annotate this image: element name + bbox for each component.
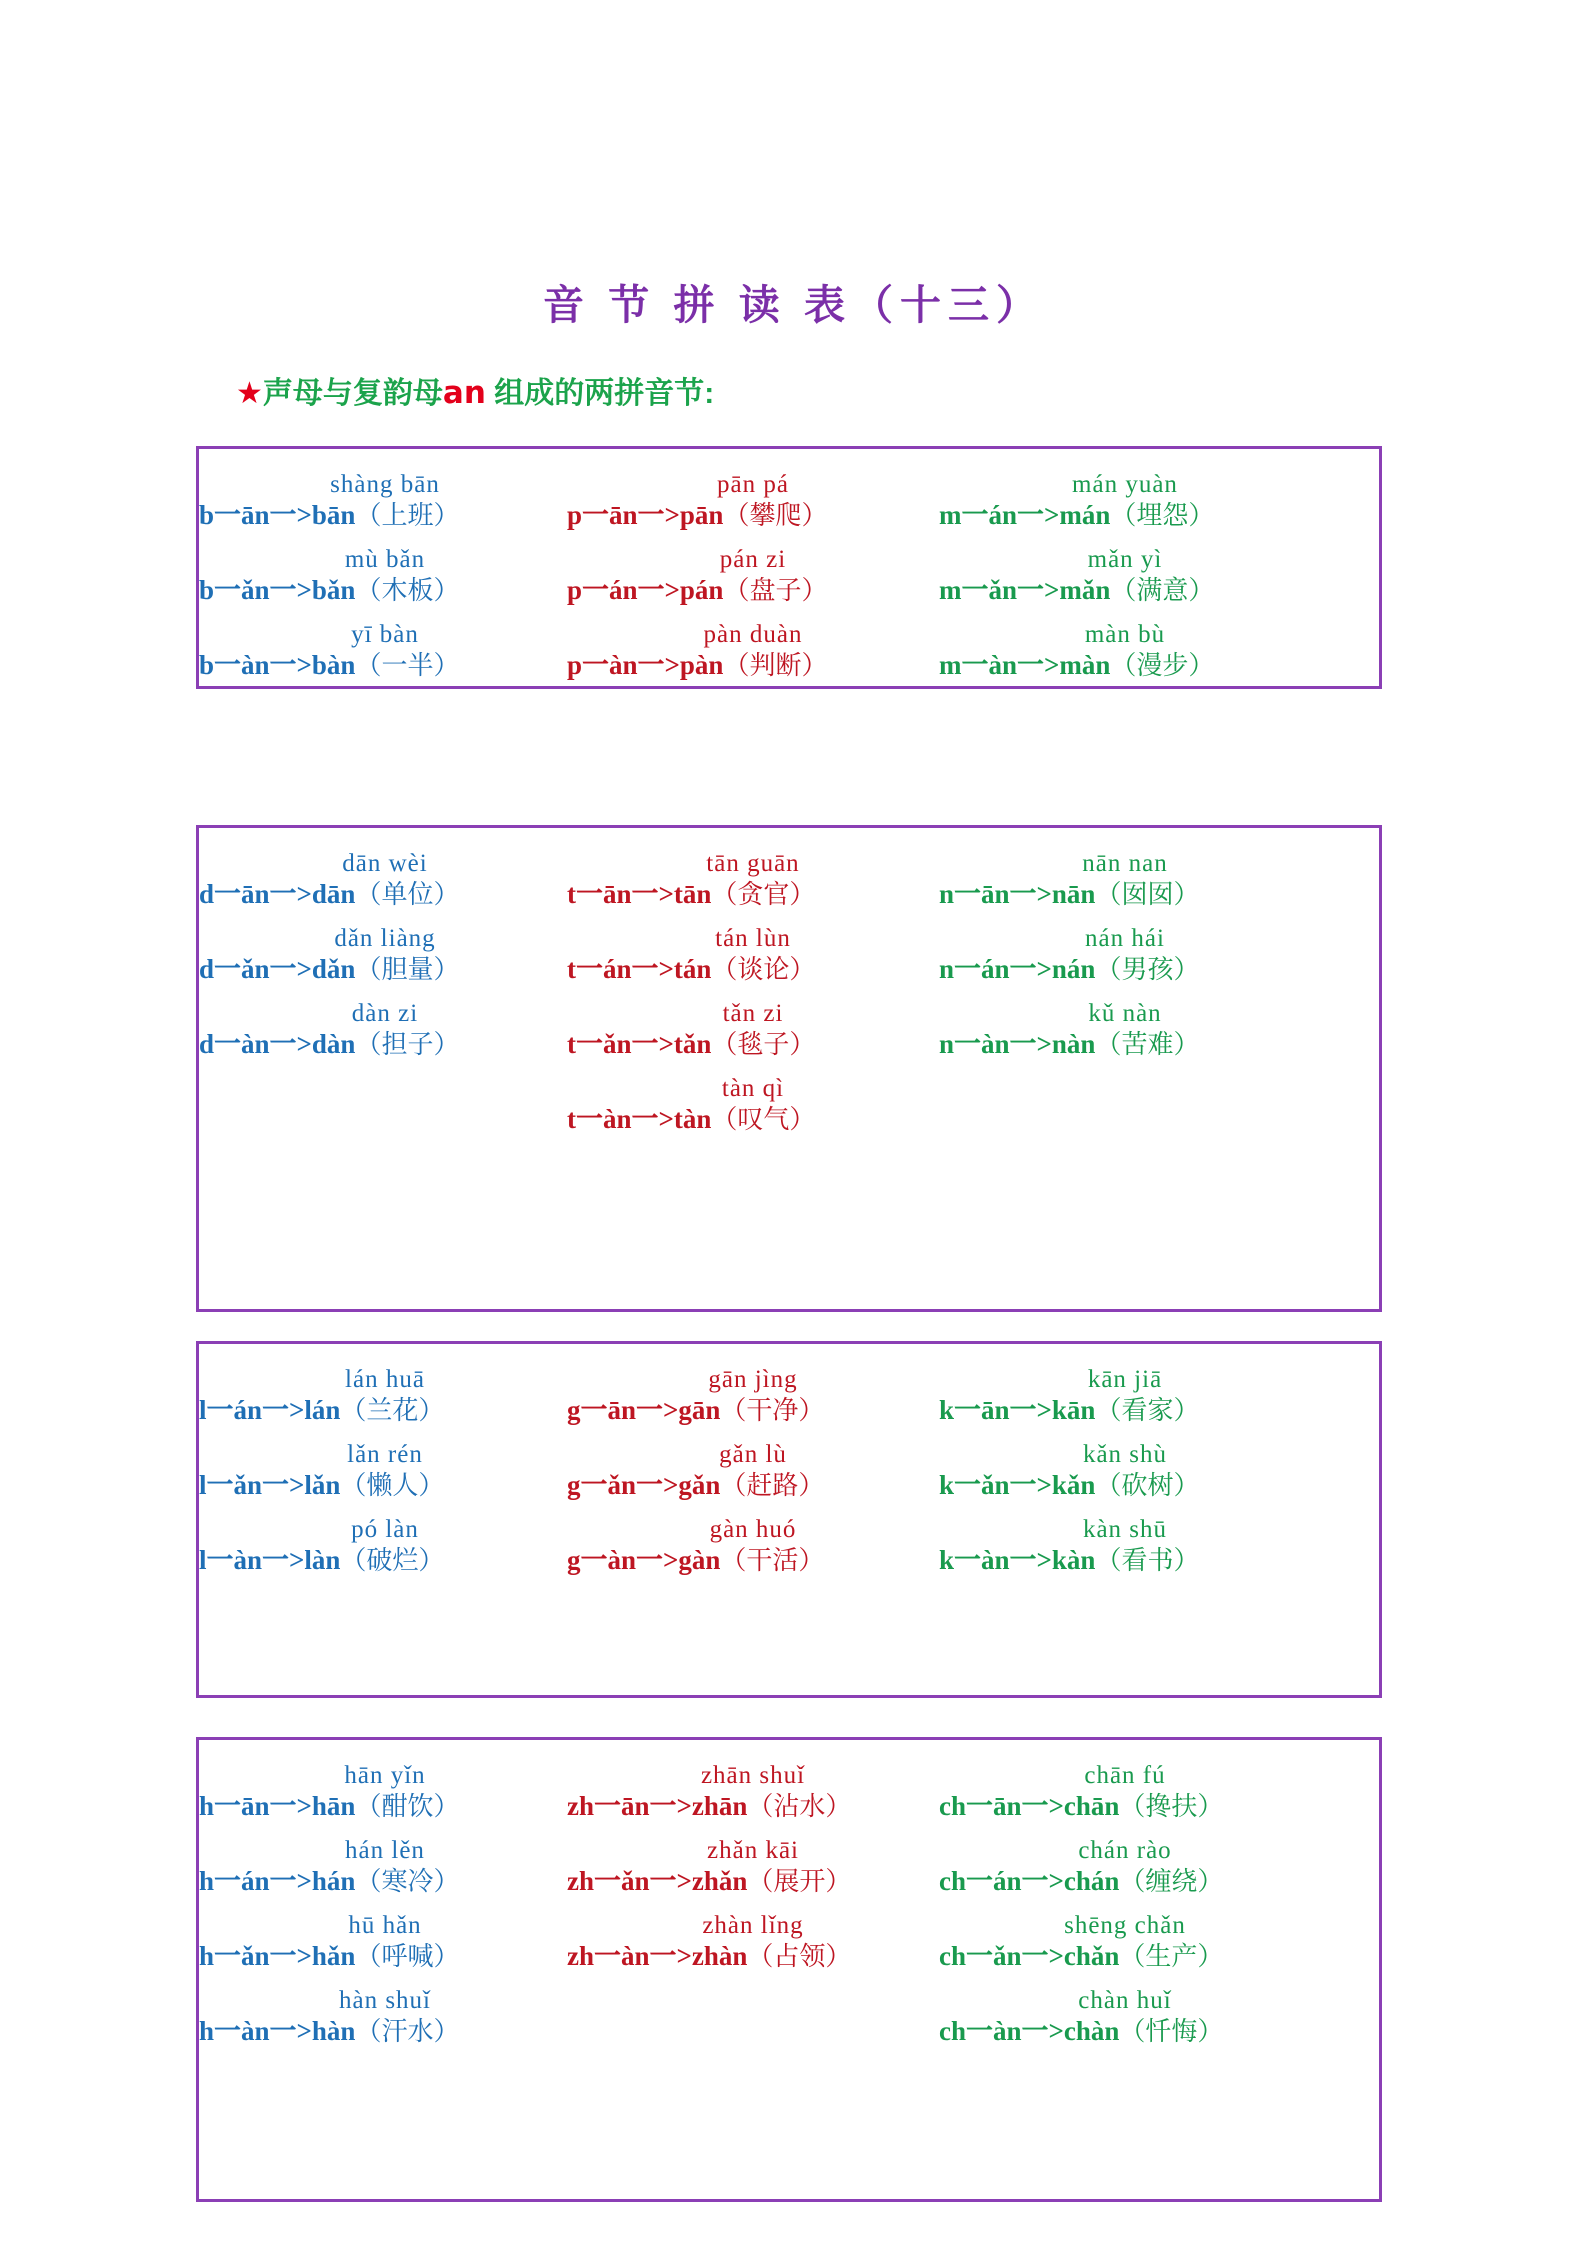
spelling-formula <box>939 1469 1339 1502</box>
spelling-formula <box>939 1865 1339 1898</box>
spelling-formula <box>567 1469 967 1502</box>
formula-text: l一àn一>làn <box>199 1545 341 1575</box>
star-icon: ★ <box>236 377 263 410</box>
syllable-entry <box>199 1441 599 1502</box>
formula-gloss: （木板） <box>355 576 460 605</box>
formula-gloss: （担子） <box>355 1030 460 1059</box>
pinyin-word: lán huā <box>345 1366 425 1393</box>
pinyin-word: kǔ nàn <box>1088 1000 1162 1027</box>
formula-text: g一ān一>gān <box>567 1395 721 1425</box>
syllable-entry <box>567 850 967 911</box>
spelling-formula <box>567 953 967 986</box>
formula-gloss: （叹气） <box>711 1105 816 1134</box>
spelling-formula <box>567 574 967 607</box>
syllable-entry <box>567 1837 967 1898</box>
pinyin-word: lǎn rén <box>347 1441 423 1468</box>
formula-text: zh一àn一>zhàn <box>567 1941 748 1971</box>
syllable-entry <box>199 1366 599 1427</box>
formula-text: ch一àn一>chàn <box>939 2016 1120 2046</box>
spelling-formula <box>567 1103 967 1136</box>
syllable-column <box>939 1740 1339 2199</box>
pinyin-word: tǎn zi <box>722 1000 784 1027</box>
spelling-formula <box>939 499 1339 532</box>
block-columns <box>199 1344 1379 1695</box>
formula-text: p一àn一>pàn <box>567 650 724 680</box>
formula-gloss: （囡囡） <box>1095 880 1200 909</box>
formula-gloss: （破烂） <box>340 1546 445 1575</box>
block-columns <box>199 828 1379 1309</box>
pinyin-word: chān fú <box>1084 1762 1166 1789</box>
formula-text: l一án一>lán <box>199 1395 341 1425</box>
formula-text: ch一án一>chán <box>939 1866 1120 1896</box>
formula-gloss: （满意） <box>1110 576 1215 605</box>
pinyin-word: gān jìng <box>708 1366 798 1393</box>
subtitle-highlight-an: an <box>442 375 486 411</box>
formula-text: ch一ǎn一>chǎn <box>939 1941 1120 1971</box>
syllable-entry <box>567 1000 967 1061</box>
pinyin-word: kān jiā <box>1087 1366 1163 1393</box>
formula-text: d一àn一>dàn <box>199 1029 356 1059</box>
pinyin-word: shàng bān <box>330 471 440 498</box>
spelling-formula <box>199 1865 599 1898</box>
syllable-entry <box>939 850 1339 911</box>
pinyin-word: dǎn liàng <box>334 925 436 952</box>
spelling-formula <box>567 1865 967 1898</box>
pinyin-word: gǎn lù <box>719 1441 787 1468</box>
spelling-formula <box>939 574 1339 607</box>
syllable-entry <box>567 546 967 607</box>
spelling-formula <box>199 1790 599 1823</box>
pinyin-word: shēng chǎn <box>1064 1912 1186 1939</box>
pinyin-word: chàn huǐ <box>1078 1987 1172 2014</box>
section-subtitle <box>236 368 714 412</box>
spelling-formula <box>199 1394 599 1427</box>
formula-gloss: （生产） <box>1119 1942 1224 1971</box>
formula-gloss: （沾水） <box>747 1792 852 1821</box>
formula-text: t一ǎn一>tǎn <box>567 1029 712 1059</box>
formula-gloss: （盘子） <box>723 576 828 605</box>
pinyin-word: yī bàn <box>351 621 419 648</box>
syllable-entry <box>199 850 599 911</box>
syllable-entry <box>939 1762 1339 1823</box>
formula-gloss: （干活） <box>720 1546 825 1575</box>
spelling-formula <box>199 878 599 911</box>
formula-text: d一ān一>dān <box>199 879 356 909</box>
syllable-entry <box>939 925 1339 986</box>
formula-gloss: （兰花） <box>340 1396 445 1425</box>
pinyin-word: màn bù <box>1084 621 1166 648</box>
formula-text: b一ān一>bān <box>199 500 356 530</box>
spelling-formula <box>199 2015 599 2048</box>
pinyin-word: dàn zi <box>351 1000 419 1027</box>
formula-text: k一ǎn一>kǎn <box>939 1470 1096 1500</box>
spelling-formula <box>199 1940 599 1973</box>
formula-gloss: （懒人） <box>340 1471 445 1500</box>
syllable-column <box>939 449 1339 686</box>
spelling-formula <box>939 1544 1339 1577</box>
syllable-entry <box>567 1912 967 1973</box>
formula-text: g一ǎn一>gǎn <box>567 1470 721 1500</box>
formula-gloss: （苦难） <box>1095 1030 1200 1059</box>
syllable-column <box>567 449 967 686</box>
formula-text: n一ān一>nān <box>939 879 1096 909</box>
syllable-entry <box>939 1912 1339 1973</box>
formula-gloss: （一半） <box>355 651 460 680</box>
syllable-column <box>939 828 1339 1309</box>
pinyin-word: pàn duàn <box>703 621 803 648</box>
syllable-entry <box>567 471 967 532</box>
pinyin-word: hàn shuǐ <box>338 1987 432 2014</box>
spelling-formula <box>939 1940 1339 1973</box>
spelling-formula <box>199 1469 599 1502</box>
formula-text: zh一ǎn一>zhǎn <box>567 1866 748 1896</box>
syllable-column <box>939 1344 1339 1695</box>
spelling-formula <box>199 1028 599 1061</box>
formula-gloss: （搀扶） <box>1119 1792 1224 1821</box>
pinyin-word: nán hái <box>1085 925 1165 952</box>
spelling-formula <box>567 1028 967 1061</box>
formula-gloss: （展开） <box>747 1867 852 1896</box>
spelling-formula <box>939 953 1339 986</box>
formula-text: p一án一>pán <box>567 575 724 605</box>
syllable-column <box>567 1344 967 1695</box>
syllable-entry <box>567 1075 967 1136</box>
spelling-formula <box>199 649 599 682</box>
spelling-formula <box>199 1544 599 1577</box>
formula-text: ch一ān一>chān <box>939 1791 1120 1821</box>
syllable-entry <box>199 925 599 986</box>
formula-gloss: （胆量） <box>355 955 460 984</box>
pinyin-word: mán yuàn <box>1072 471 1178 498</box>
syllable-entry <box>199 1762 599 1823</box>
page-title: 音 节 拼 读 表（十三） <box>543 282 1044 328</box>
formula-text: t一ān一>tān <box>567 879 712 909</box>
formula-gloss: （埋怨） <box>1110 501 1215 530</box>
formula-gloss: （男孩） <box>1095 955 1200 984</box>
syllable-entry <box>567 1366 967 1427</box>
formula-gloss: （干净） <box>720 1396 825 1425</box>
syllable-column <box>567 828 967 1309</box>
spelling-formula <box>199 574 599 607</box>
pinyin-word: hān yǐn <box>344 1762 426 1789</box>
syllable-entry <box>939 621 1339 682</box>
syllable-entry <box>939 1837 1339 1898</box>
syllable-entry <box>939 1441 1339 1502</box>
syllable-entry <box>567 925 967 986</box>
syllable-entry <box>199 546 599 607</box>
formula-text: d一ǎn一>dǎn <box>199 954 356 984</box>
syllable-entry <box>199 621 599 682</box>
spelling-formula <box>199 499 599 532</box>
syllable-entry <box>567 1516 967 1577</box>
formula-text: b一ǎn一>bǎn <box>199 575 356 605</box>
formula-gloss: （酣饮） <box>355 1792 460 1821</box>
pinyin-word: hán lěn <box>345 1837 425 1864</box>
syllable-column <box>199 828 599 1309</box>
formula-gloss: （看书） <box>1095 1546 1200 1575</box>
pinyin-word: pán zi <box>719 546 787 573</box>
pinyin-word: zhān shuǐ <box>700 1762 806 1789</box>
syllable-entry <box>199 1000 599 1061</box>
syllable-entry <box>199 1516 599 1577</box>
spelling-formula <box>939 2015 1339 2048</box>
formula-gloss: （寒冷） <box>355 1867 460 1896</box>
formula-gloss: （忏悔） <box>1119 2017 1224 2046</box>
pinyin-word: kàn shū <box>1082 1516 1168 1543</box>
formula-text: k一ān一>kān <box>939 1395 1096 1425</box>
spelling-formula <box>939 649 1339 682</box>
formula-text: n一àn一>nàn <box>939 1029 1096 1059</box>
formula-gloss: （看家） <box>1095 1396 1200 1425</box>
formula-gloss: （呼喊） <box>355 1942 460 1971</box>
spelling-formula <box>939 1394 1339 1427</box>
formula-gloss: （占领） <box>747 1942 852 1971</box>
formula-gloss: （漫步） <box>1110 651 1215 680</box>
syllable-entry <box>199 1987 599 2048</box>
pinyin-word: nān nan <box>1082 850 1168 877</box>
formula-gloss: （汗水） <box>355 2017 460 2046</box>
syllable-entry <box>939 1000 1339 1061</box>
block-columns <box>199 449 1379 686</box>
syllable-entry <box>567 1441 967 1502</box>
block-columns <box>199 1740 1379 2199</box>
spelling-formula <box>567 649 967 682</box>
formula-text: zh一ān一>zhān <box>567 1791 748 1821</box>
formula-gloss: （毯子） <box>711 1030 816 1059</box>
pinyin-word: tàn qì <box>721 1075 785 1102</box>
syllable-entry <box>939 1516 1339 1577</box>
spelling-formula <box>939 878 1339 911</box>
formula-gloss: （谈论） <box>711 955 816 984</box>
formula-gloss: （上班） <box>355 501 460 530</box>
spelling-formula <box>567 1394 967 1427</box>
pinyin-word: tān guān <box>706 850 800 877</box>
formula-text: h一ǎn一>hǎn <box>199 1941 356 1971</box>
pinyin-word: gàn huó <box>709 1516 797 1543</box>
syllable-entry <box>199 1837 599 1898</box>
spelling-formula <box>567 1940 967 1973</box>
pinyin-word: hū hǎn <box>348 1912 422 1939</box>
syllable-block-2 <box>196 825 1382 1312</box>
pinyin-word: zhàn lǐng <box>702 1912 804 1939</box>
syllable-column <box>199 1344 599 1695</box>
spelling-formula <box>567 499 967 532</box>
spelling-formula <box>567 878 967 911</box>
formula-text: m一án一>mán <box>939 500 1111 530</box>
syllable-block-3 <box>196 1341 1382 1698</box>
subtitle-suffix: 组成的两拼音节: <box>485 377 715 410</box>
formula-gloss: （单位） <box>355 880 460 909</box>
formula-text: t一án一>tán <box>567 954 712 984</box>
formula-gloss: （砍树） <box>1095 1471 1200 1500</box>
formula-text: h一ān一>hān <box>199 1791 356 1821</box>
syllable-entry <box>939 471 1339 532</box>
syllable-column <box>199 449 599 686</box>
formula-gloss: （攀爬） <box>723 501 828 530</box>
syllable-column <box>567 1740 967 2199</box>
formula-text: g一àn一>gàn <box>567 1545 721 1575</box>
pinyin-word: pān pá <box>717 471 789 498</box>
formula-text: p一ān一>pān <box>567 500 724 530</box>
syllable-entry <box>939 1366 1339 1427</box>
syllable-block-4 <box>196 1737 1382 2202</box>
spelling-formula <box>939 1790 1339 1823</box>
syllable-column <box>199 1740 599 2199</box>
pinyin-word: kǎn shù <box>1082 1441 1168 1468</box>
pinyin-word: zhǎn kāi <box>707 1837 799 1864</box>
formula-text: n一án一>nán <box>939 954 1096 984</box>
syllable-entry <box>939 1987 1339 2048</box>
spelling-formula <box>567 1790 967 1823</box>
formula-text: b一àn一>bàn <box>199 650 356 680</box>
pinyin-word: mù bǎn <box>344 546 426 573</box>
formula-text: m一ǎn一>mǎn <box>939 575 1111 605</box>
formula-text: t一àn一>tàn <box>567 1104 712 1134</box>
pinyin-word: dān wèi <box>342 850 428 877</box>
syllable-entry <box>199 1912 599 1973</box>
syllable-entry <box>199 471 599 532</box>
formula-text: h一àn一>hàn <box>199 2016 356 2046</box>
formula-text: k一àn一>kàn <box>939 1545 1096 1575</box>
formula-text: l一ǎn一>lǎn <box>199 1470 341 1500</box>
pinyin-word: mǎn yì <box>1087 546 1163 573</box>
syllable-entry <box>939 546 1339 607</box>
syllable-entry <box>567 621 967 682</box>
syllable-block-1 <box>196 446 1382 689</box>
spelling-formula <box>199 953 599 986</box>
pinyin-word: chán rào <box>1078 1837 1172 1864</box>
formula-gloss: （缠绕） <box>1119 1867 1224 1896</box>
formula-gloss: （贪官） <box>711 880 816 909</box>
formula-gloss: （判断） <box>723 651 828 680</box>
pinyin-word: pó làn <box>351 1516 419 1543</box>
spelling-formula <box>939 1028 1339 1061</box>
formula-text: m一àn一>màn <box>939 650 1111 680</box>
formula-text: h一án一>hán <box>199 1866 356 1896</box>
pinyin-word: tán lùn <box>715 925 791 952</box>
formula-gloss: （赶路） <box>720 1471 825 1500</box>
subtitle-prefix: 声母与复韵母 <box>262 377 443 410</box>
spelling-formula <box>567 1544 967 1577</box>
syllable-entry <box>567 1762 967 1823</box>
